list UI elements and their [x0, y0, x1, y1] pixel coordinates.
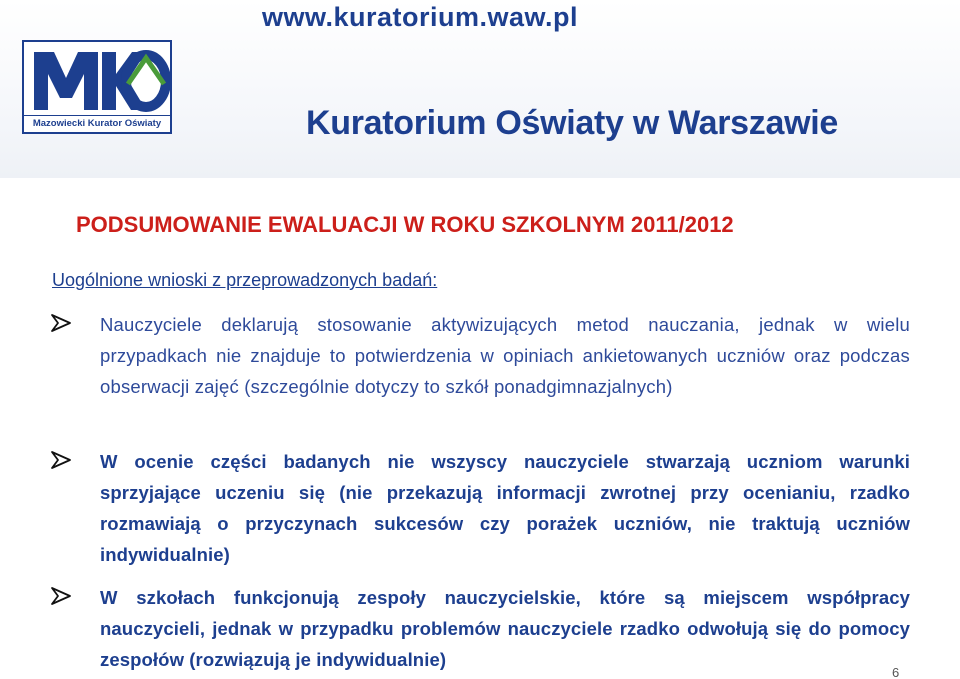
institution-title: Kuratorium Oświaty w Warszawie [306, 104, 838, 142]
header-banner [0, 0, 960, 178]
mko-logo [22, 40, 172, 134]
arrowhead-bullet-icon [50, 586, 72, 606]
arrowhead-bullet-icon [50, 450, 72, 470]
arrowhead-bullet-icon [50, 313, 72, 333]
bullet-text: W szkołach funkcjonują zespoły nauczycielskie, które są miejscem współpracy nauczycieli, jednak w przypadku problemów nauczyciele rzadko odwołują się do pomocy zespołów (rozwiązują je indywidualnie) [100, 587, 910, 670]
bullet-item [50, 446, 910, 570]
bullet-text: Nauczyciele deklarują stosowanie aktywizujących metod nauczania, jednak w wielu przypadkach nie znajduje to potwierdzenia w opiniach ankietowanych uczniów oraz podczas obserwacji zajęć (szczególnie dotyczy to szkół ponadgimnazjalnych) [100, 314, 910, 397]
bullet-item [50, 582, 910, 675]
slide-subheading: Uogólnione wnioski z przeprowadzonych badań: [52, 270, 438, 290]
page-number: 6 [892, 665, 900, 679]
logo-caption: Mazowiecki Kurator Oświaty [24, 115, 170, 132]
website-url[interactable]: www.kuratorium.waw.pl [262, 2, 579, 32]
mko-logo-icon [28, 44, 170, 116]
bullet-text: W ocenie części badanych nie wszyscy nauczyciele stwarzają uczniom warunki sprzyjające uczeniu się (nie przekazują informacji zwrotnej przy ocenianiu, rzadko rozmawiają o przyczynach sukcesów czy porażek uczniów, nie traktują uczniów indywidualnie) [100, 451, 910, 565]
bullet-item [50, 309, 910, 402]
slide-heading: PODSUMOWANIE EWALUACJI W ROKU SZKOLNYM 2011/2012 [76, 212, 734, 237]
